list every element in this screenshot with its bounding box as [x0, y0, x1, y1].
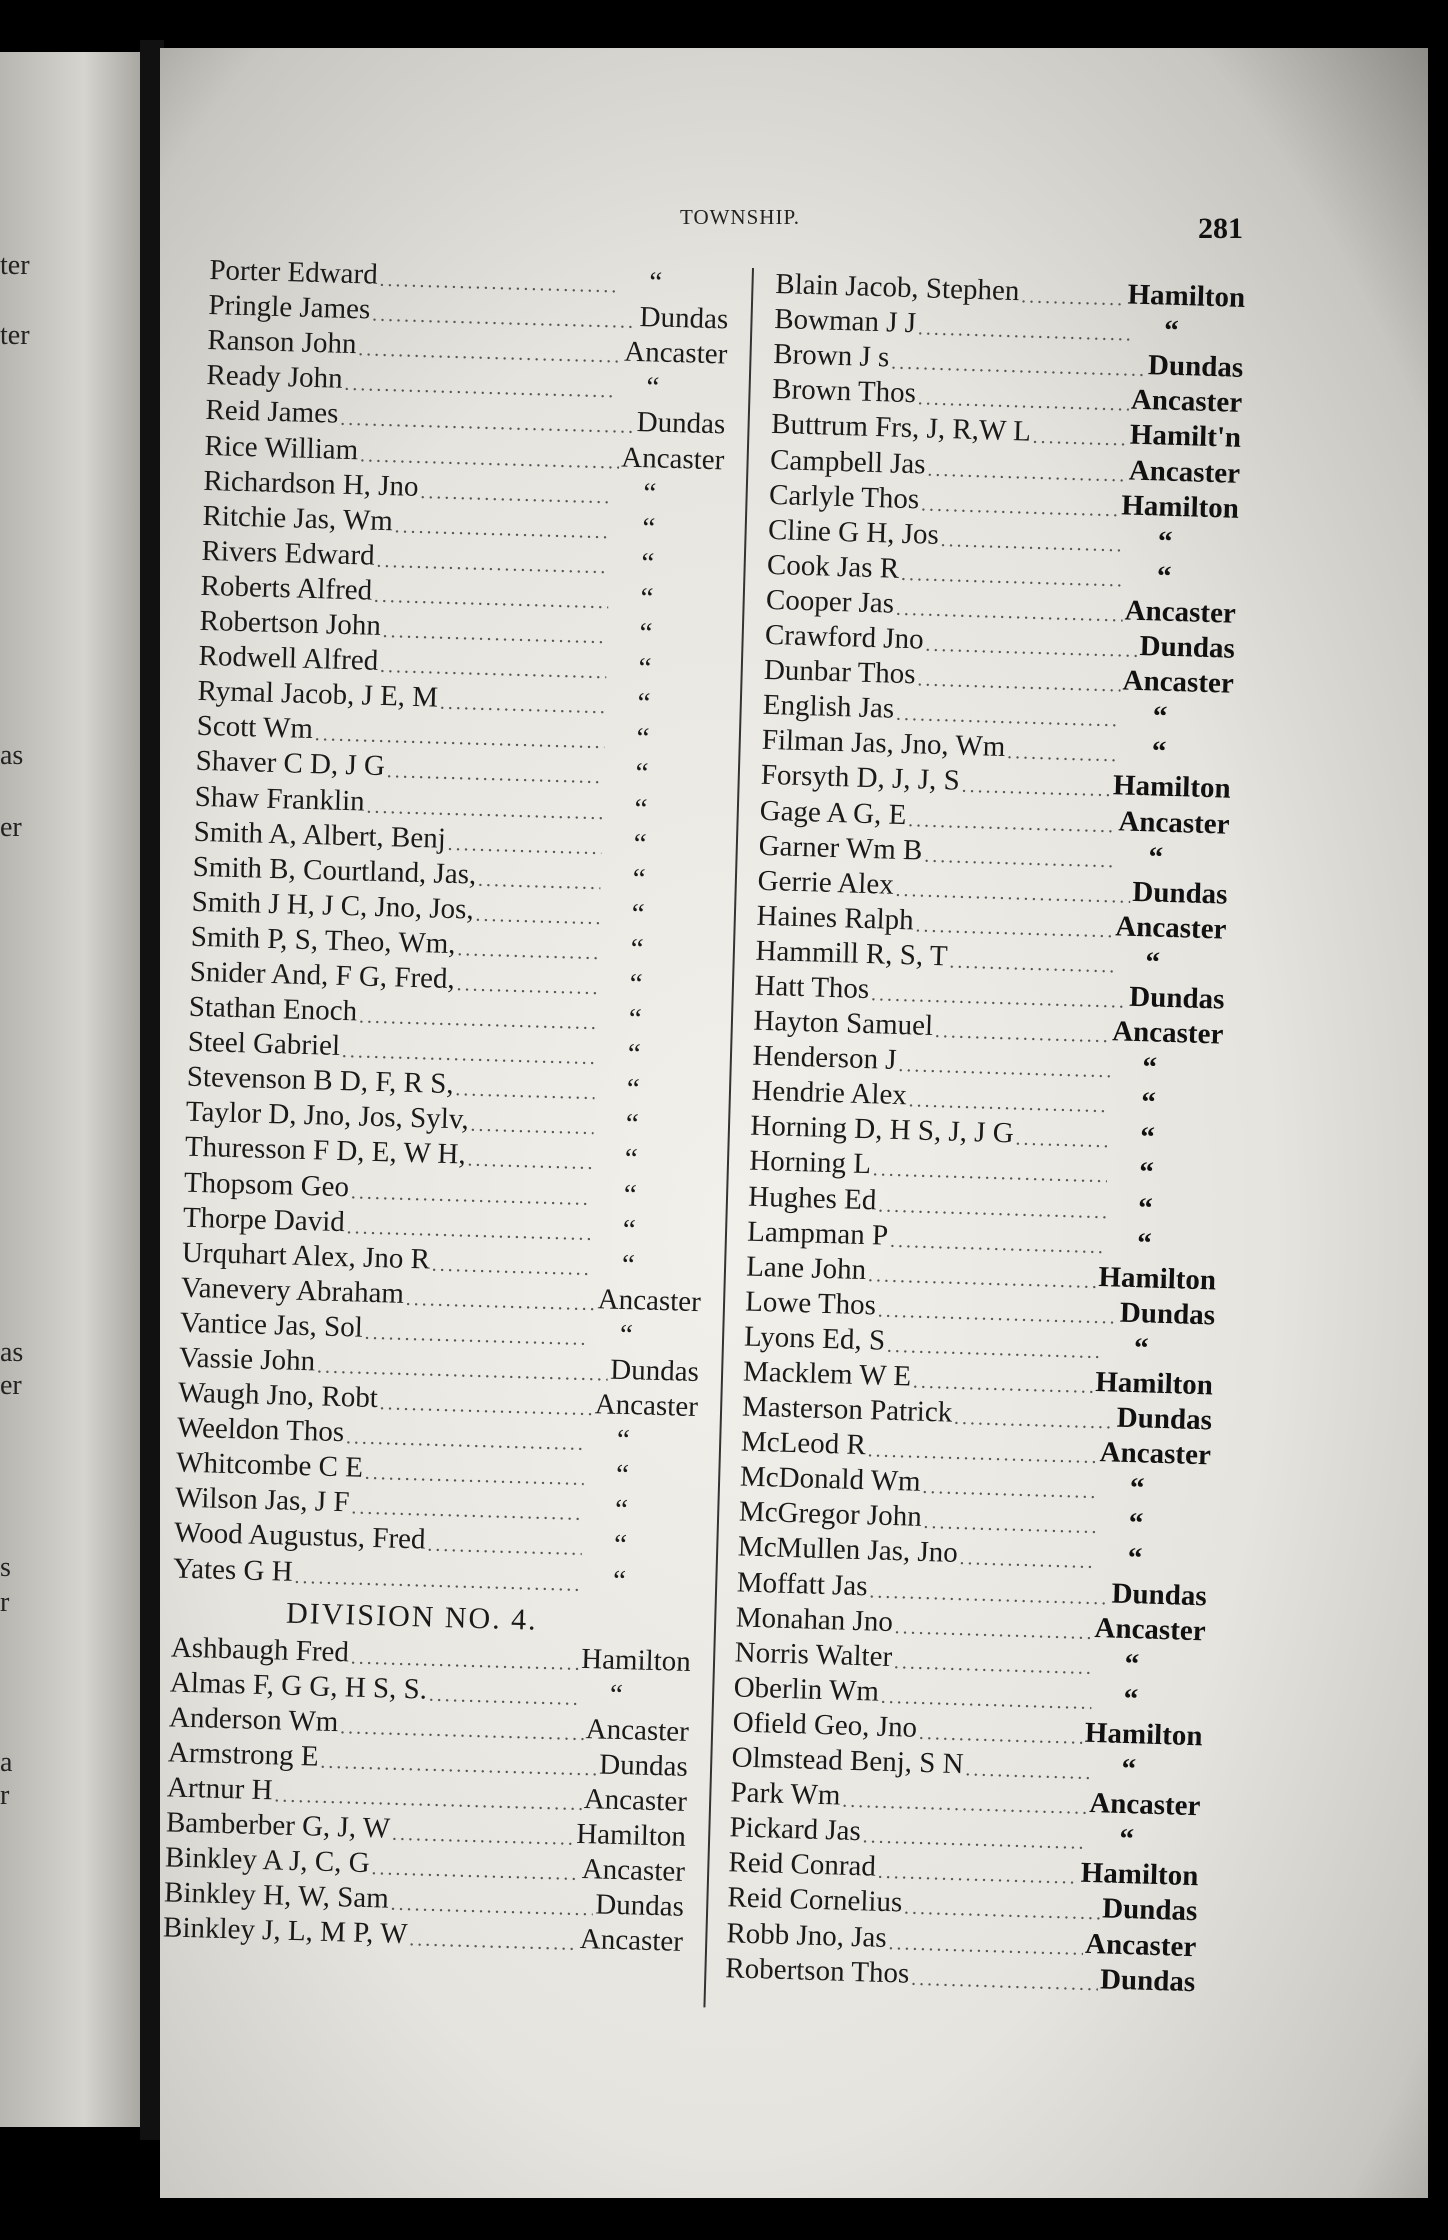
post-office: “ — [628, 1003, 643, 1036]
resident-name: Whitcombe C E — [175, 1446, 364, 1485]
resident-name: Smith B, Courtland, Jas, — [192, 850, 477, 891]
resident-name: Olmstead Benj, S N — [731, 1741, 965, 1781]
post-office: Ancaster — [581, 1853, 686, 1889]
post-office: Hamilton — [1080, 1857, 1199, 1893]
post-office: “ — [630, 932, 644, 966]
post-office: “ — [624, 1143, 639, 1176]
post-office: Hamilton — [1112, 769, 1232, 806]
resident-name: Scott Wm — [196, 710, 314, 746]
post-office: Dundas — [598, 1748, 689, 1783]
post-office: Ancaster — [1094, 1611, 1207, 1647]
resident-name: Urquhart Alex, Jno R — [181, 1236, 431, 1276]
post-office: Ancaster — [597, 1283, 702, 1318]
post-office: “ — [632, 862, 646, 896]
post-office: “ — [623, 1178, 638, 1211]
leader-dots — [1015, 1129, 1108, 1152]
resident-name: Artnur H — [166, 1771, 273, 1807]
resident-name: Rivers Edward — [201, 534, 376, 572]
resident-name: Thorpe David — [182, 1201, 346, 1238]
post-office: “ — [609, 1678, 624, 1711]
resident-name: Smith P, S, Theo, Wm, — [190, 920, 456, 960]
post-office: Dundas — [1111, 1577, 1208, 1612]
resident-name: Steel Gabriel — [187, 1025, 341, 1063]
post-office: “ — [1136, 1226, 1153, 1260]
post-office: Dundas — [1119, 1296, 1216, 1332]
margin-fragment: a — [0, 1747, 13, 1778]
facing-page-edge — [0, 52, 140, 2127]
resident-name: Hendrie Alex — [750, 1074, 908, 1112]
resident-name: Haines Ralph — [756, 899, 915, 937]
resident-name: Anderson Wm — [168, 1701, 339, 1738]
post-office: “ — [1151, 735, 1167, 769]
post-office: “ — [1129, 1472, 1145, 1505]
resident-name: Armstrong E — [167, 1736, 320, 1773]
resident-name: Buttrum Frs, J, R,W L — [770, 408, 1032, 449]
post-office: “ — [1118, 1823, 1135, 1856]
resident-name: Oberlin Wm — [733, 1671, 880, 1708]
resident-name: Wood Augustus, Fred — [173, 1516, 426, 1556]
resident-name: Ofield Geo, Jno — [732, 1706, 918, 1744]
leader-dots — [470, 1115, 594, 1138]
resident-name: Vantice Jas, Sol — [179, 1306, 364, 1344]
post-office: “ — [633, 827, 647, 861]
post-office: Dundas — [1099, 1962, 1196, 1998]
post-office: “ — [627, 1038, 642, 1071]
post-office: Dundas — [1139, 629, 1236, 665]
resident-name: Norris Walter — [734, 1636, 893, 1673]
post-office: Ancaster — [579, 1923, 684, 1959]
post-office: Dundas — [1116, 1401, 1213, 1437]
resident-name: Bamberber G, J, W — [165, 1806, 391, 1845]
resident-name: Yates G H — [172, 1552, 294, 1588]
margin-fragment: ter — [0, 250, 30, 281]
margin-fragment: as — [0, 1337, 24, 1368]
post-office: Hamilton — [580, 1642, 692, 1678]
resident-name: Taylor D, Jno, Jos, Sylv, — [185, 1096, 470, 1136]
margin-fragment: as — [0, 740, 24, 771]
post-office: “ — [631, 897, 645, 931]
post-office: “ — [637, 687, 651, 720]
resident-name: Shaver C D, J G — [195, 745, 386, 783]
post-office: “ — [625, 1108, 640, 1141]
resident-name: Macklem W E — [742, 1355, 912, 1393]
post-office: Ancaster — [623, 335, 728, 371]
resident-name: Hughes Ed — [747, 1180, 877, 1216]
resident-name: Lyons Ed, S — [743, 1320, 886, 1357]
post-office: Hamilton — [1097, 1260, 1217, 1297]
resident-name: Porter Edward — [208, 254, 379, 291]
resident-name: Bowman J J — [773, 303, 917, 340]
resident-name: Ready John — [206, 359, 344, 396]
post-office: Hamilton — [1084, 1716, 1203, 1753]
leader-dots — [467, 1150, 593, 1173]
post-office: “ — [1139, 1121, 1156, 1154]
resident-name: McGregor John — [738, 1495, 923, 1534]
resident-name: Cook Jas R — [766, 548, 900, 585]
leader-dots — [1007, 742, 1120, 765]
resident-name: Rice William — [204, 429, 359, 466]
resident-name: Roberts Alfred — [200, 569, 373, 607]
leader-dots — [456, 974, 597, 998]
resident-name: McDonald Wm — [739, 1460, 922, 1499]
post-office: Ancaster — [1124, 594, 1237, 630]
post-office: “ — [626, 1073, 641, 1106]
post-office: Hamilton — [1127, 278, 1246, 315]
running-header: TOWNSHIP. — [680, 205, 801, 229]
resident-name: Shaw Franklin — [194, 780, 366, 818]
resident-name: Reid Conrad — [728, 1846, 877, 1883]
post-office: Ancaster — [1084, 1927, 1197, 1963]
post-office: “ — [612, 1564, 627, 1597]
resident-name: Brown J s — [772, 338, 890, 374]
resident-name: Campbell Jas — [769, 443, 927, 481]
resident-name: Waugh Jno, Robt — [177, 1376, 379, 1415]
post-office: Ancaster — [1128, 454, 1241, 490]
post-office: “ — [642, 476, 657, 510]
post-office: Hamilt'n — [1129, 419, 1242, 455]
directory-column-left — [163, 250, 730, 1957]
resident-name: Pickard Jas — [729, 1811, 862, 1848]
post-office: “ — [634, 792, 648, 825]
post-office: “ — [621, 1248, 636, 1281]
resident-name: Blain Jacob, Stephen — [774, 268, 1020, 308]
resident-name: Stathan Enoch — [188, 990, 358, 1028]
resident-name: Lampman P — [746, 1215, 889, 1252]
post-office: “ — [1156, 560, 1172, 593]
post-office: Ancaster — [583, 1783, 688, 1818]
resident-name: Richardson H, Jno — [203, 464, 420, 503]
margin-fragment: r — [0, 1780, 10, 1811]
resident-name: Moffatt Jas — [736, 1565, 869, 1602]
post-office: “ — [1144, 946, 1161, 979]
margin-fragment: ter — [0, 320, 30, 351]
resident-name: Robertson Thos — [724, 1951, 910, 1990]
post-office: “ — [636, 722, 650, 755]
resident-name: Lane John — [745, 1250, 867, 1286]
resident-name: Pringle James — [208, 289, 371, 326]
resident-name: Monahan Jno — [735, 1601, 894, 1638]
resident-name: Almas F, G G, H S, S. — [169, 1666, 428, 1706]
post-office: “ — [629, 967, 643, 1001]
resident-name: Rodwell Alfred — [198, 639, 379, 677]
resident-name: Ashbaugh Fred — [170, 1631, 350, 1669]
resident-name: Hammill R, S, T — [755, 934, 949, 973]
post-office: Hamilton — [1094, 1365, 1214, 1402]
resident-name: Thuresson F D, E, W H, — [184, 1131, 467, 1171]
leader-dots — [455, 1079, 595, 1103]
post-office: “ — [1123, 1682, 1139, 1716]
resident-name: Binkley J, L, M P, W — [162, 1911, 408, 1951]
post-office: “ — [1128, 1507, 1144, 1540]
resident-name: Gerrie Alex — [757, 864, 895, 901]
resident-name: Cooper Jas — [765, 583, 895, 620]
post-office: “ — [614, 1494, 629, 1527]
resident-name: Weeldon Thos — [176, 1411, 345, 1449]
resident-name: Binkley H, W, Sam — [163, 1876, 390, 1915]
post-office: “ — [640, 547, 655, 580]
resident-name: McMullen Jas, Jno — [737, 1530, 959, 1570]
resident-name: Carlyle Thos — [768, 478, 920, 516]
leader-dots — [1032, 427, 1128, 450]
resident-name: Forsyth D, J, J, S — [760, 759, 961, 798]
post-office: “ — [635, 757, 649, 790]
post-office: “ — [1141, 1051, 1158, 1084]
resident-name: Robb Jno, Jas — [725, 1916, 888, 1954]
resident-name: Smith A, Albert, Benj — [193, 815, 447, 855]
post-office: Dundas — [639, 301, 729, 336]
post-office: Dundas — [609, 1353, 700, 1389]
post-office: Ancaster — [585, 1712, 690, 1748]
resident-name: Garner Wm B — [758, 829, 923, 867]
resident-name: Brown Thos — [771, 373, 917, 410]
post-office: “ — [616, 1424, 631, 1457]
post-office: Dundas — [594, 1888, 685, 1924]
post-office: “ — [1137, 1191, 1154, 1225]
post-office: Ancaster — [1114, 910, 1227, 946]
page-number: 281 — [1198, 212, 1243, 245]
resident-name: Ritchie Jas, Wm — [202, 499, 394, 537]
resident-name: Dunbar Thos — [763, 653, 917, 691]
post-office: “ — [1148, 840, 1164, 874]
division-heading: DIVISION NO. 4. — [285, 1596, 539, 1637]
post-office: “ — [1138, 1156, 1155, 1190]
resident-name: Rymal Jacob, J E, M — [197, 675, 439, 714]
resident-name: Robertson John — [199, 604, 382, 642]
post-office: Dundas — [1131, 875, 1228, 911]
post-office: “ — [1133, 1332, 1149, 1365]
leader-dots — [1021, 286, 1126, 309]
resident-name: Lowe Thos — [744, 1285, 877, 1322]
resident-name: Reid James — [205, 394, 339, 431]
resident-name: Henderson J — [752, 1039, 898, 1077]
resident-name: Thopsom Geo — [183, 1166, 350, 1203]
resident-name: Vanevery Abraham — [180, 1271, 405, 1310]
post-office: “ — [1121, 1752, 1137, 1786]
resident-name: Vassie John — [178, 1341, 316, 1378]
resident-name: Gage A G, E — [759, 794, 907, 831]
leader-dots — [447, 833, 601, 857]
post-office: Hamilton — [575, 1817, 687, 1854]
post-office: “ — [640, 582, 654, 615]
margin-fragment: r — [0, 1587, 10, 1618]
post-office: Ancaster — [1088, 1787, 1201, 1823]
post-office: Ancaster — [1130, 383, 1243, 420]
post-office: “ — [1127, 1542, 1143, 1575]
post-office: “ — [615, 1459, 630, 1492]
post-office: “ — [613, 1529, 628, 1562]
post-office: Dundas — [1147, 349, 1244, 385]
resident-name: Park Wm — [730, 1776, 841, 1812]
post-office: Ancaster — [1118, 804, 1231, 841]
post-office: “ — [648, 266, 663, 299]
resident-name: Stevenson B D, F, R S, — [186, 1060, 455, 1101]
resident-name: Hatt Thos — [754, 969, 870, 1006]
post-office: “ — [1140, 1086, 1157, 1119]
post-office: “ — [639, 617, 653, 650]
post-office: “ — [1124, 1647, 1140, 1681]
post-office: Ancaster — [620, 441, 725, 476]
post-office: “ — [1163, 314, 1180, 348]
post-office: “ — [645, 371, 660, 404]
resident-name: Filman Jas, Jno, Wm — [761, 724, 1006, 764]
post-office: “ — [638, 652, 652, 685]
resident-name: Smith J H, J C, Jno, Jos, — [191, 885, 475, 926]
margin-fragment: er — [0, 1370, 22, 1401]
post-office: Dundas — [1128, 980, 1225, 1016]
leader-dots — [478, 869, 601, 892]
post-office: Dundas — [1101, 1892, 1198, 1928]
leader-dots — [959, 1548, 1096, 1572]
leader-dots — [429, 1684, 578, 1708]
margin-fragment: er — [0, 812, 22, 843]
post-office: Hamilton — [1120, 489, 1240, 525]
post-office: Dundas — [636, 406, 726, 441]
margin-fragment: s — [0, 1552, 11, 1583]
leader-dots — [457, 939, 599, 963]
resident-name: McLeod R — [740, 1425, 867, 1462]
post-office: “ — [622, 1213, 637, 1246]
post-office: Ancaster — [594, 1388, 699, 1424]
leader-dots — [475, 904, 599, 927]
resident-name: Hayton Samuel — [753, 1004, 934, 1043]
resident-name: Binkley A J, C, G — [164, 1841, 371, 1880]
leader-dots — [427, 1535, 582, 1559]
resident-name: English Jas — [762, 689, 895, 725]
post-office: “ — [619, 1318, 634, 1352]
post-office: Ancaster — [1111, 1015, 1224, 1051]
resident-name: Horning D, H S, J, J G — [749, 1109, 1015, 1150]
resident-name: Masterson Patrick — [741, 1390, 953, 1429]
resident-name: Crawford Jno — [764, 618, 925, 656]
resident-name: Ranson John — [207, 324, 357, 361]
resident-name: Horning L — [748, 1145, 872, 1181]
post-office: Ancaster — [1122, 664, 1235, 700]
resident-name: Wilson Jas, J F — [174, 1481, 350, 1519]
directory-column-right — [725, 264, 1246, 1997]
resident-name: Reid Cornelius — [727, 1881, 903, 1919]
resident-name: Cline G H, Jos — [767, 513, 940, 551]
resident-name: Snider And, F G, Fred, — [189, 955, 456, 996]
post-office: “ — [641, 511, 656, 545]
leader-dots — [965, 1759, 1090, 1783]
post-office: “ — [1157, 525, 1173, 558]
post-office: Ancaster — [1099, 1436, 1212, 1472]
post-office: “ — [1152, 700, 1168, 734]
